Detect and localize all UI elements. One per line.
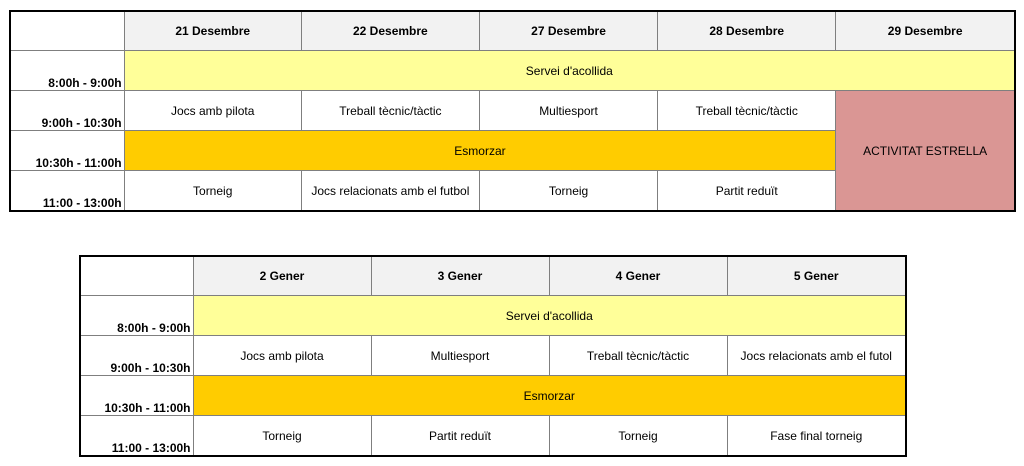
activity-cell: Treball tècnic/tàctic (549, 336, 727, 376)
time-slot-label: 11:00 - 13:00h (10, 171, 124, 212)
time-slot-label: 11:00 - 13:00h (80, 416, 193, 457)
activity-cell: Torneig (124, 171, 301, 212)
activitat-estrella-cell: ACTIVITAT ESTRELLA (836, 91, 1015, 212)
day-header: 4 Gener (549, 256, 727, 296)
day-header: 28 Desembre (658, 11, 836, 51)
servei-acollida-cell: Servei d'acollida (124, 51, 1015, 91)
day-header: 27 Desembre (479, 11, 657, 51)
esmorzar-cell: Esmorzar (124, 131, 836, 171)
schedule-table-december (9, 10, 1016, 212)
schedule-row (10, 51, 1015, 91)
activity-cell: Treball tècnic/tàctic (658, 91, 836, 131)
activity-cell: Torneig (549, 416, 727, 457)
time-slot-label: 9:00h - 10:30h (80, 336, 193, 376)
activity-cell: Multiesport (479, 91, 657, 131)
activity-cell: Partit reduït (658, 171, 836, 212)
day-header: 21 Desembre (124, 11, 301, 51)
header-row (10, 11, 1015, 51)
day-header: 22 Desembre (301, 11, 479, 51)
time-slot-label: 10:30h - 11:00h (80, 376, 193, 416)
activity-cell: Jocs amb pilota (124, 91, 301, 131)
schedule-row (80, 416, 906, 457)
time-slot-label: 8:00h - 9:00h (10, 51, 124, 91)
day-header: 3 Gener (371, 256, 549, 296)
activity-cell: Fase final torneig (727, 416, 906, 457)
activity-cell: Partit reduït (371, 416, 549, 457)
activity-cell: Multiesport (371, 336, 549, 376)
corner-cell (80, 256, 193, 296)
time-slot-label: 9:00h - 10:30h (10, 91, 124, 131)
schedule-row (80, 376, 906, 416)
day-header: 29 Desembre (836, 11, 1015, 51)
schedule-row (80, 296, 906, 336)
day-header: 2 Gener (193, 256, 371, 296)
header-row (80, 256, 906, 296)
activity-cell: Jocs amb pilota (193, 336, 371, 376)
time-slot-label: 8:00h - 9:00h (80, 296, 193, 336)
esmorzar-cell: Esmorzar (193, 376, 906, 416)
schedule-table-january (79, 255, 907, 457)
schedule-row (10, 91, 1015, 131)
activity-cell: Torneig (193, 416, 371, 457)
activity-cell: Jocs relacionats amb el futol (727, 336, 906, 376)
servei-acollida-cell: Servei d'acollida (193, 296, 906, 336)
schedule-row (80, 336, 906, 376)
time-slot-label: 10:30h - 11:00h (10, 131, 124, 171)
day-header: 5 Gener (727, 256, 906, 296)
activity-cell: Jocs relacionats amb el futbol (301, 171, 479, 212)
activity-cell: Treball tècnic/tàctic (301, 91, 479, 131)
corner-cell (10, 11, 124, 51)
activity-cell: Torneig (479, 171, 657, 212)
